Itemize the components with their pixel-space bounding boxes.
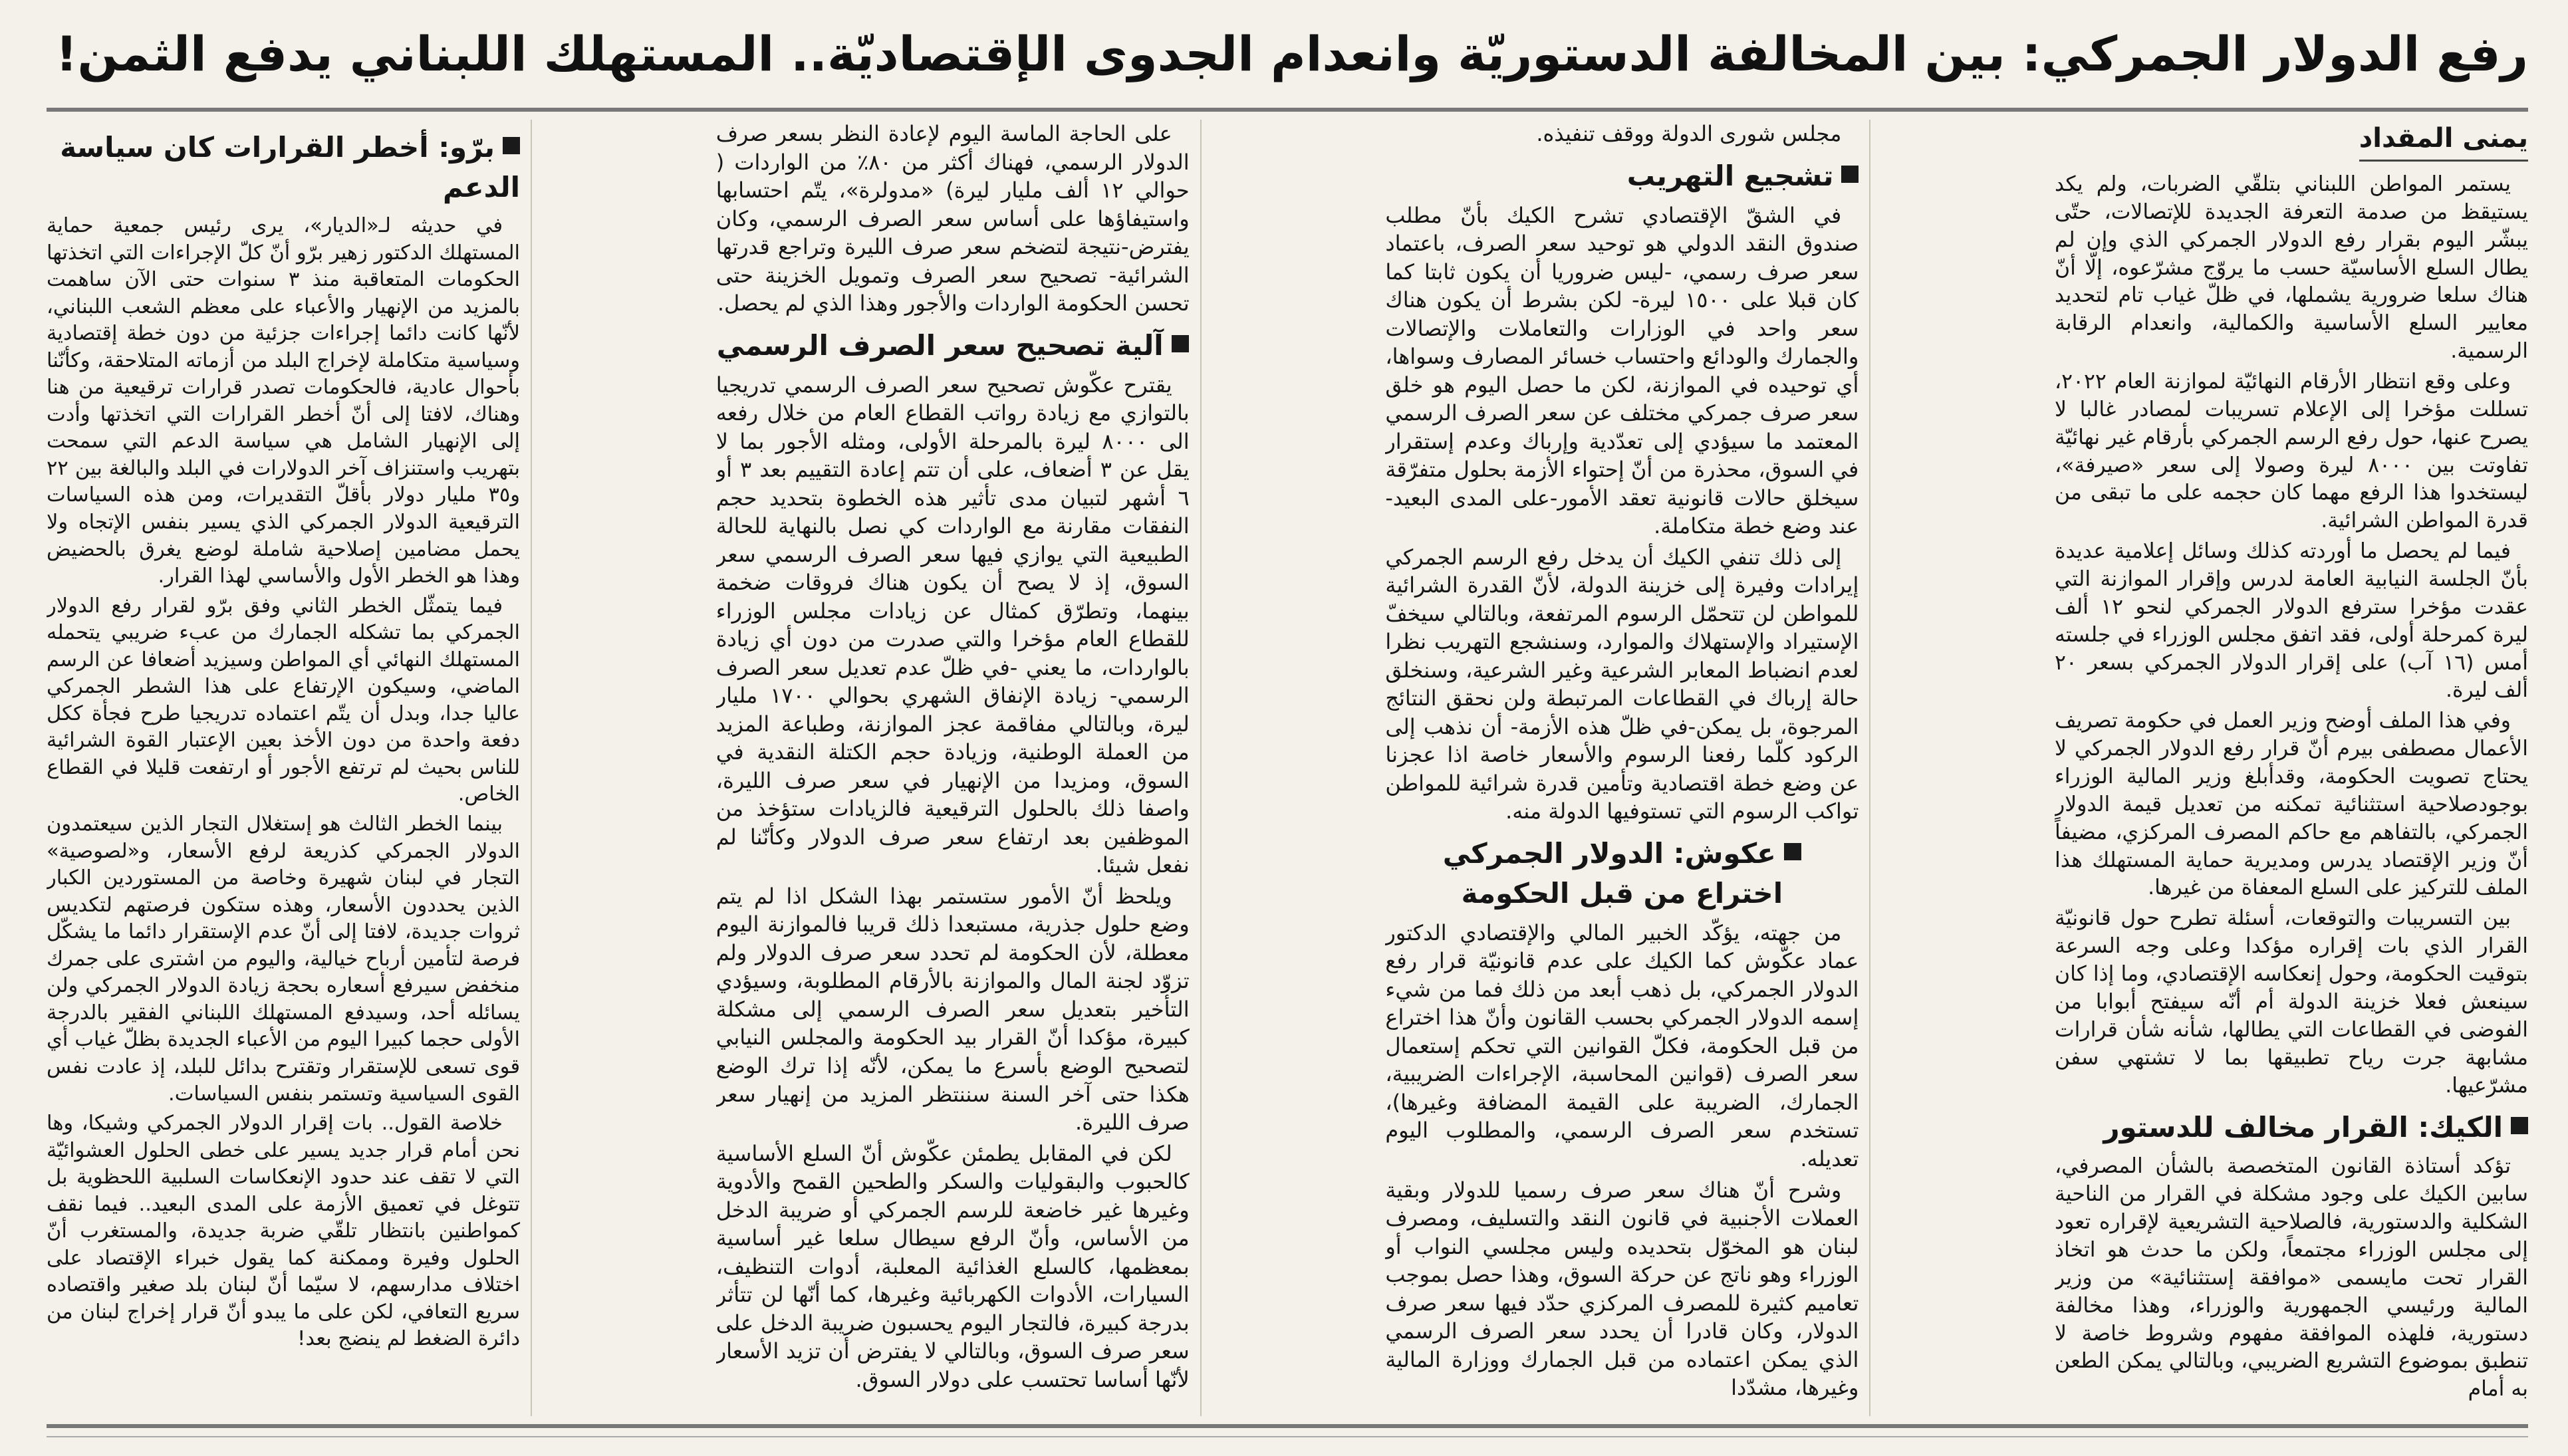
column-4 (47, 120, 532, 1416)
paragraph: وشرح أنّ هناك سعر صرف رسميا للدولار وبقية العملات الأجنبية في قانون النقد والتسليف، ومصرف لبنان هو المخوّل بتحديده وليس مجلسي النواب أو الوزراء وهو ناتج عن حركة السوق، وهذا حصل بموجب تعاميم كثيرة للمصرف المركزي حدّد فيها سعر صرف الدولار، وكان قادرا أن يحدد سعر الصرف الرسمي الذي يمكن اعتماده من قبل الجمارك ووزارة المالية وغيرها، مشدّدا (1385, 1177, 1859, 1401)
headline-rule (47, 108, 2528, 112)
paragraph: بين التسريبات والتوقعات، أسئلة تطرح حول قانونيّة القرار الذي بات إقراره مؤكدا وعلى وجه السرعة بتوقيت الحكومة، وحول إنعكاسه الإقتصادي، وما إذا كان سينعش فعلا خزينة الدولة أم أنّه سيفتح أبوابا من الفوضى في القطاعات التي يطالها، شأنه شأن قرارات مشابهة جرت رياح تطبيقها بما لا تشتهي سفن مشرّعيها. (2055, 906, 2528, 1098)
paragraph: خلاصة القول.. بات إقرار الدولار الجمركي وشيكا، وها نحن أمام قرار جديد يسير على خطى الحلول العشوائيّة التي لا تقف عند حدود الإنعكاسات السلبية اللحظوية بل تتوغل في تعميق الأزمة على المدى البعيد.. فيما نقف كمواطنين بانتظار تلقّي ضربة جديدة، والمستغرب أنّ الحلول وفيرة وممكنة كما يقول خبراء الإقتصاد على اختلاف مدارسهم، لا سيّما أنّ لبنان بلد صغير واقتصاده سريع التعافي، لكن على ما يبدو أنّ قرار إخراج لبنان من دائرة الضغط لم ينضج بعد! (47, 1112, 521, 1351)
paragraph: في الشقّ الإقتصادي تشرح الكيك بأنّ مطلب صندوق النقد الدولي هو توحيد سعر الصرف، باعتماد سعر صرف رسمي، -ليس ضروريا أن يكون ثابتا كما كان قبلا على ١٥٠٠ ليرة- لكن بشرط أن يكون هناك سعر واحد في الوزارات والتعاملات والإتصالات والجمارك والودائع واحتساب خسائر المصارف وسواها، أي توحيده في الموازنة، لكن ما حصل اليوم هو خلق سعر صرف جمركي مختلف عن سعر الصرف الرسمي المعتمد ما سيؤدي إلى تعدّدية وإرباك وعدم إستقرار في السوق، محذرة من أنّ إحتواء الأزمة بحلول متفرّقة سيخلق حالات قانونية تعقد الأمور-على المدى البعيد- عند وضع خطة متكاملة. (1385, 202, 1859, 539)
column-3 (716, 120, 1202, 1416)
paragraph: بينما الخطر الثالث هو إستغلال التجار الذين سيعتمدون الدولار الجمركي كذريعة لرفع الأسعار، و«لصوصية» التجار في لبنان شهيرة وخاصة من المستوردين الكبار الذين يحددون الأسعار، وهذه ستكون فرصتهم لتكديس ثروات جديدة، لافتا إلى أنّ عدم الإستقرار دائما ما يشكّل فرصة لتأمين أرباح خيالية، واليوم من اشترى على جمرك منخفض سيرفع أسعاره بحجة زيادة الدولار الجمركي ولن يسائله أحد، وسيدفع المستهلك اللبناني الفقير بالدرجة الأولى حجما كبيرا اليوم من الأعباء الجديدة بظلّ غياب أي قوى تسعى للإستقرار وتقترح بدائل للبلد، إذ عادت نفس القوى السياسية وتستمر بنفس السياسات. (47, 812, 521, 1106)
article-headline: رفع الدولار الجمركي: بين المخالفة الدستوريّة وانعدام الجدوى الإقتصاديّة.. المستهلك اللبناني يدفع الثمن! (55, 26, 2528, 82)
bottom-rule-thin (47, 1436, 2528, 1437)
paragraph: على الحاجة الماسة اليوم لإعادة النظر بسعر صرف الدولار الرسمي، فهناك أكثر من ٨٠٪ من الواردات ( حوالي ١٢ ألف مليار ليرة) «مدولرة»، يتّم احتسابها واستيفاؤها على أساس سعر الصرف الرسمي، وكان يفترض-نتيجة لتضخم سعر صرف الليرة وتراجع قدرتها الشرائية- تصحيح سعر الصرف وتمويل الخزينة حتى تحسن الحكومة الواردات والأجور وهذا الذي لم يحصل. (715, 121, 1190, 316)
subheading-text: عكوش: الدولار الجمركي (1442, 836, 1776, 870)
square-bullet-icon (1841, 166, 1859, 183)
paragraph: تؤكد أستاذة القانون المتخصصة بالشأن المصرفي، سابين الكيك على وجود مشكلة في القرار من الناحية الشكلية والدستورية، فالصلاحية التشريعية لإقراره تعود إلى مجلس الوزراء مجتمعاً، ولكن ما حدث هو اتخاذ القرار تحت مايسمى «موافقة إستثنائية» من وزير المالية ورئيسي الجمهورية والوزراء، وهذا مخالفة دستورية، فلهذه الموافقة مفهوم وشروط خاصة لا تنطبق بموضوع التشريع الضريبي، وبالتالي يمكن الطعن به أمام (2055, 1154, 2528, 1401)
subheading-text: برّو: أخطر القرارات كان سياسة الدعم (60, 131, 521, 203)
paragraph: فيما لم يحصل ما أوردته كذلك وسائل إعلامية عديدة بأنّ الجلسة النيابية العامة لدرس وإقرار الموازنة التي عقدت مؤخرا سترفع الدولار الجمركي لنحو ١٢ ألف ليرة كمرحلة أولى، فقد اتفق مجلس الوزراء في جلسته أمس (١٦ آب) على إقرار الدولار الجمركي بسعر ٢٠ ألف ليرة. (2055, 539, 2528, 703)
subheading (716, 326, 1190, 366)
paragraph: فيما يتمثّل الخطر الثاني وفق برّو لقرار رفع الدولار الجمركي بما تشكله الجمارك من عبء ضريبي يتحمله المستهلك النهائي أي المواطن وسيزيد أضعافا عن الرسم الماضي، وسيكون الإرتفاع على هذا الشطر الجمركي عاليا جدا، وبدل أن يتّم اعتماده تدريجيا طرح فجأة ككل دفعة واحدة من دون الأخذ بعين الإعتبار القوة الشرائية للناس بحيث لم ترتفع الأجور أو ارتفعت قليلا في القطاع الخاص. (47, 594, 521, 806)
author-byline: يمنى المقداد (2359, 120, 2528, 162)
paragraph: وفي هذا الملف أوضح وزير العمل في حكومة تصريف الأعمال مصطفى بيرم أنّ قرار رفع الدولار الجمركي لا يحتاج تصويت الحكومة، وقدأبلغ وزير المالية الوزراء بوجودصلاحية استثنائية تمكنه من تعديل قيمة الدولار الجمركي، بالتفاهم مع حاكم المصرف المركزي، مضيفاً أنّ وزير الإقتصاد يدرس ومديرية حماية المستهلك هذا الملف للتركيز على السلع المعفاة من غيرها. (2055, 709, 2528, 900)
subheading-text: تشجيع التهريب (1626, 159, 1834, 192)
square-bullet-icon (503, 137, 520, 154)
subheading (47, 128, 520, 207)
newspaper-page (47, 0, 2528, 1456)
square-bullet-icon (1172, 335, 1189, 352)
paragraph: لكن في المقابل يطمئن عكّوش أنّ السلع الأساسية كالحبوب والبقوليات والسكر والطحين القمح والأدوية وغيرها غير خاضعة للرسم الجمركي أو ضريبة الدخل من الأساس، وأنّ الرفع سيطال سلعا غير أساسية بمعظمها، كالسلع الغذائية المعلبة، أدوات التنظيف، السيارات، الأدوات الكهربائية وغيرها، كما أنّها لن تتأثر بدرجة كبيرة، فالتجار اليوم يحسبون ضريبة الدخل على سعر صرف السوق، وبالتالي لا يفترض أن تزيد الأسعار لأنّها أساسا تحتسب على دولار السوق. (715, 1140, 1190, 1392)
bottom-rule (47, 1424, 2528, 1428)
column-2 (1385, 120, 1870, 1416)
paragraph: ويلحظ أنّ الأمور ستستمر بهذا الشكل اذا لم يتم وضع حلول جذرية، مستبعدا ذلك قريبا فالموازنة اليوم معطلة، لأن الحكومة لم تحدد سعر صرف الدولار ولم تزوّد لجنة المال والموازنة بالأرقام المطلوبة، وسيؤدي التأخير بتعديل سعر الصرف الرسمي إلى مشكلة كبيرة، مؤكدا أنّ القرار بيد الحكومة والمجلس النيابي لتصحيح الوضع بأسرع ما يمكن، لأنّه إذا ترك الوضع هكذا حتى آخر السنة سننتظر المزيد من إنهيار سعر صرف الليرة. (715, 883, 1190, 1136)
square-bullet-icon (1784, 843, 1801, 860)
column-1 (2055, 120, 2528, 1416)
paragraph: من جهته، يؤكّد الخبير المالي والإقتصادي الدكتور عماد عكّوش كما الكيك على عدم قانونيّة قرار رفع الدولار الجمركي، بل ذهب أبعد من ذلك فما من شيء إسمه الدولار الجمركي بحسب القانون وأنّ هذا اختراع من قبل الحكومة، فكلّ القوانين التي تحكم إستعمال سعر الصرف (قوانين المحاسبة، الإجراءات الضريبية، الجمارك، الضريبة على القيمة المضافة وغيرها)، تستخدم سعر الصرف الرسمي، والمطلوب اليوم تعديله. (1385, 919, 1859, 1171)
subheading-text: الكيك: القرار مخالف للدستور (2103, 1111, 2503, 1144)
paragraph: يستمر المواطن اللبناني بتلقّي الضربات، ولم يكد يستيقظ من صدمة التعرفة الجديدة للإتصالات، حتّى يبشّر اليوم بقرار رفع الدولار الجمركي الذي وإن لم يطال السلع الأساسيّة حسب ما يروّج مشرّعوه، إلّا أنّ هناك سلعا ضرورية يشملها، في ظلّ غياب تام لتحديد معايير السلع الأساسية والكمالية، وانعدام الرقابة الرسمية. (2055, 172, 2528, 364)
paragraph: إلى ذلك تنفي الكيك أن يدخل رفع الرسم الجمركي إيرادات وفيرة إلى خزينة الدولة، لأنّ القدرة الشرائية للمواطن لن تتحمّل الرسوم المرتفعة، وبالتالي سيخفّ الإستيراد والإستهلاك والموارد، وسنشجع التهريب نظرا لعدم انضباط المعابر الشرعية وغير الشرعية، وسنخلق حالة إرباك في القطاعات المرتبطة ولن نحقق النتائج المرجوة، بل يمكن-في ظلّ هذه الأزمة- أن نذهب إلى الركود كلّما رفعنا الرسوم والأسعار خاصة اذا عجزنا عن وضع خطة اقتصادية وتأمين قدرة شرائية للمواطن تواكب الرسوم التي تستوفيها الدولة منه. (1385, 544, 1859, 824)
subheading (2055, 1108, 2528, 1148)
paragraph: يقترح عكّوش تصحيح سعر الصرف الرسمي تدريجيا بالتوازي مع زيادة رواتب القطاع العام من خلال رفعه الى ٨٠٠٠ ليرة بالمرحلة الأولى، ومثله الأجور بما لا يقل عن ٣ أضعاف، على أن تتم إعادة التقييم بعد ٣ أو ٦ أشهر لتبيان مدى تأثير هذه الخطوة بتحديد حجم النفقات مقارنة مع الواردات كي نصل بالنهاية للحالة الطبيعية التي يوازي فيها سعر الصرف الرسمي سعر السوق، إذ لا يصح أن يكون هناك فروقات ضخمة بينهما، وتطرّق كمثال عن زيادات مجلس الوزراء للقطاع العام مؤخرا والتي صدرت من دون أي زيادة بالواردات، ما يعني -في ظلّ عدم تعديل سعر الصرف الرسمي- زيادة الإنفاق الشهري بحوالي ١٧٠٠ مليار ليرة، وبالتالي مفاقمة عجز الموازنة، وطباعة المزيد من العملة الوطنية، وزيادة حجم الكتلة النقدية في السوق، ومزيدا من الإنهيار في سعر صرف الليرة، واصفا ذلك بالحلول الترقيعية فالزيادات ستؤخذ من الموظفين بعد ارتفاع سعر صرف الدولار وكأنّنا لم نفعل شيئا. (715, 372, 1190, 878)
subheading-text: آلية تصحيح سعر الصرف الرسمي (716, 328, 1164, 362)
paragraph: في حديثه لـ«الديار»، يرى رئيس جمعية حماية المستهلك الدكتور زهير برّو أنّ كلّ الإجراءات التي اتخذتها الحكومات المتعاقبة منذ ٣ سنوات حتى الآن ساهمت بالمزيد من الإنهيار والأعباء على معظم الشعب اللبناني، لأنّها كانت دائما إجراءات جزئية من دون خطة إقتصادية وسياسية متكاملة لإخراج البلد من أزماته المتلاحقة، وكأنّنا بأحوال عادية، فالحكومات تصدر قرارات ترقيعية من هنا وهناك، لافتا إلى أنّ أخطر القرارات التي اتخذتها وأدت إلى الإنهيار الشامل هي سياسة الدعم التي سمحت بتهريب واستنزاف آخر الدولارات في البلد والبالغة بين ٢٢ و٣٥ مليار دولار بأقلّ التقديرات، ومن هذه السياسات الترقيعية الدولار الجمركي الذي يسير بنفس الإتجاه ولا يحمل مضامين إصلاحية شاملة لوضع يغرق بالحضيض وهذا هو الخطر الأول والأساسي لهذا القرار. (47, 214, 521, 588)
subheading-text: اختراع من قبل الحكومة (1461, 876, 1783, 910)
paragraph: مجلس شورى الدولة ووقف تنفيذه. (1536, 121, 1842, 146)
subheading (1385, 156, 1859, 196)
paragraph: وعلى وقع انتظار الأرقام النهائيّة لموازنة العام ٢٠٢٢، تسللت مؤخرا إلى الإعلام تسريبات لمصادر غالبا لا يصرح عنها، حول رفع الرسم الجمركي بأرقام غير نهائيّة تفاوتت بين ٨٠٠٠ ليرة وصولا إلى سعر «صيرفة»، ليستخدوا هذا الرفع مهما كان حجمه على ما تبقى من قدرة المواطن الشرائية. (2055, 370, 2528, 533)
article-columns (47, 120, 2528, 1416)
subheading (1385, 834, 1859, 913)
square-bullet-icon (2511, 1117, 2528, 1134)
